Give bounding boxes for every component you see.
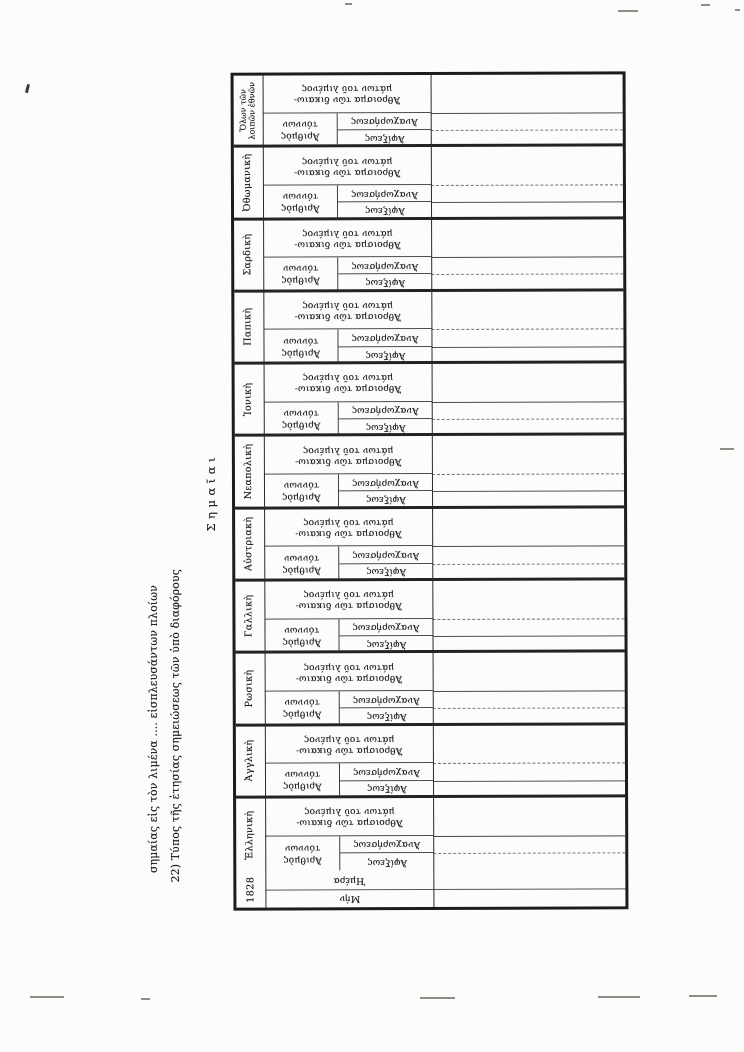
arrival-header-cell	[340, 853, 433, 871]
table-title	[198, 435, 224, 550]
tons-number-label: Ἀριθμὸς τόννων	[282, 552, 321, 575]
flag-name-label: Ρωσικὴ	[243, 669, 256, 708]
grid-line	[433, 763, 625, 765]
departure-header-cell	[338, 112, 431, 130]
tons-number-label: Ἀριθμὸς τόννων	[280, 118, 319, 141]
flag-name-cell	[235, 509, 264, 578]
port-dues-total-label: Ἄθροισμα τῶν δικαιω- μάτων τοῦ λιμένος	[293, 83, 400, 105]
departure-label: Ἀναχωρήσεως	[351, 477, 419, 488]
grid-line	[433, 835, 625, 837]
tons-number-header-cell	[264, 402, 339, 434]
grid-line	[431, 329, 623, 331]
tons-number-header-cell	[264, 474, 339, 506]
scan-artifact	[598, 996, 640, 998]
departure-label: Ἀναχωρήσεως	[351, 405, 419, 416]
flag-name-cell	[235, 365, 264, 434]
arrival-header-cell	[340, 781, 433, 796]
grid-line	[433, 708, 625, 710]
arrival-label: Ἀφίξεως	[366, 783, 407, 794]
tons-number-header-cell	[265, 836, 340, 871]
grid-line	[433, 852, 625, 854]
port-dues-total-label: Ἄθροισμα τῶν δικαιω- μάτων τοῦ λιμένος	[295, 589, 402, 611]
departure-label: Ἀναχωρήσεως	[350, 116, 418, 127]
date-header-row	[236, 870, 625, 908]
scan-artifact	[345, 3, 352, 5]
flag-column-block	[236, 653, 625, 727]
figure-caption-text-2: σημαίας εἰς τὸν λιμένα .... εἰσπλευσάντων πλοίων	[146, 585, 160, 873]
flag-column-block	[236, 725, 625, 799]
departure-label: Ἀναχωρήσεως	[352, 622, 420, 633]
flag-name-label: Ὀθωμανικὴ	[242, 153, 254, 212]
scan-artifact	[735, 9, 740, 11]
port-dues-total-label: Ἄθροισμα τῶν δικαιω- μάτων τοῦ λιμένος	[293, 227, 401, 250]
port-dues-total-header-cell	[264, 436, 432, 474]
arrival-header-cell	[340, 636, 433, 651]
port-dues-total-label: Ἄθροισμα τῶν δικαιω- μάτων τοῦ λιμένος	[294, 444, 402, 467]
arrival-label: Ἀφίξεως	[364, 277, 405, 288]
grid-line	[433, 780, 625, 782]
flag-column-block	[235, 580, 624, 654]
arrival-header-cell	[338, 347, 431, 362]
flag-name-cell	[235, 582, 264, 651]
scan-artifact	[720, 448, 734, 450]
arrival-header-cell	[340, 708, 433, 723]
flag-name-label: Παπικὴ	[242, 308, 254, 347]
departure-header-cell	[338, 185, 431, 203]
tons-number-header-cell	[264, 619, 339, 651]
flag-name-label: Ὅλων τῶν λοιπῶν ἐθνῶν	[238, 81, 257, 140]
flag-column-block	[235, 364, 624, 438]
day-cell	[265, 870, 433, 889]
flag-name-label: Νεαπολικὴ	[243, 443, 255, 500]
port-dues-total-header-cell	[263, 220, 431, 258]
flag-name-cell	[234, 76, 263, 145]
flag-column-block	[234, 291, 623, 365]
month-label: Μήν	[339, 893, 360, 904]
port-dues-total-header-cell	[263, 147, 431, 185]
scan-artifact	[30, 996, 64, 998]
tons-number-label: Ἀριθμὸς τόννων	[281, 263, 320, 286]
departure-header-cell	[339, 546, 432, 564]
flag-name-cell	[236, 799, 265, 871]
tons-number-label: Ἀριθμὸς τόννων	[281, 335, 320, 358]
port-dues-total-header-cell	[264, 509, 432, 547]
flag-name-cell	[236, 726, 265, 795]
ships-register-table	[231, 71, 629, 910]
flag-column-block	[234, 147, 623, 221]
grid-line	[431, 256, 623, 258]
port-dues-total-header-cell	[264, 581, 432, 619]
arrival-header-cell	[339, 564, 432, 579]
departure-label: Ἀναχωρήσεως	[353, 839, 421, 850]
scan-artifact	[25, 84, 30, 93]
table-title-text: Σημαῖαι	[204, 453, 218, 532]
port-dues-total-header-cell	[263, 75, 431, 113]
departure-label: Ἀναχωρήσεως	[351, 260, 419, 272]
grid-line	[431, 346, 623, 348]
arrival-label: Ἀφίξεως	[365, 494, 406, 505]
departure-label: Ἀναχωρήσεως	[352, 766, 420, 778]
arrival-header-cell	[338, 202, 431, 217]
port-dues-total-label: Ἄθροισμα τῶν δικαιω- μάτων τοῦ λιμένος	[295, 661, 402, 684]
port-dues-total-label: Ἄθροισμα τῶν δικαιω- μάτων τοῦ λιμένος	[294, 372, 401, 394]
grid-line	[432, 401, 624, 403]
tons-number-header-cell	[264, 547, 339, 579]
port-dues-total-header-cell	[265, 798, 433, 836]
departure-header-cell	[339, 474, 432, 492]
figure-caption-line-2	[143, 562, 165, 896]
arrival-label: Ἀφίξεως	[366, 711, 407, 722]
departure-header-cell	[340, 691, 433, 709]
arrival-header-cell	[338, 274, 431, 289]
tons-number-label: Ἀριθμὸς τόννων	[280, 191, 320, 213]
flag-name-cell	[234, 148, 263, 217]
scan-artifact	[141, 998, 150, 1000]
scan-artifact	[420, 997, 455, 999]
grid-line	[431, 112, 623, 114]
port-dues-total-header-cell	[265, 653, 433, 691]
arrival-label: Ἀφίξεως	[365, 421, 406, 432]
tons-number-label: Ἀριθμὸς τόννων	[281, 480, 321, 503]
arrival-label: Ἀφίξεως	[365, 349, 405, 360]
departure-header-cell	[339, 402, 432, 420]
port-dues-total-label: Ἄθροισμα τῶν δικαιω- μάτων τοῦ λιμένος	[295, 734, 403, 756]
flag-name-label: Γαλλικὴ	[243, 595, 255, 638]
flag-name-cell	[234, 292, 263, 361]
grid-line	[432, 491, 624, 493]
arrival-header-cell	[339, 419, 432, 434]
departure-label: Ἀναχωρήσεως	[352, 550, 420, 561]
grid-line	[432, 618, 624, 620]
flag-name-label: Σαρδικὴ	[242, 233, 254, 276]
tons-number-header-cell	[265, 691, 340, 723]
departure-label: Ἀναχωρήσεως	[350, 188, 418, 199]
arrival-header-cell	[338, 130, 431, 145]
port-dues-total-header-cell	[264, 364, 432, 402]
arrival-label: Ἀφίξεως	[365, 566, 406, 577]
figure-caption-text-1: 22) Τύπος τῆς ἐτησίας σημειώσεως τῶν ὑπὸ διαφόρους	[168, 569, 182, 883]
flag-name-label: Ἑλληνικὴ	[244, 810, 256, 860]
tons-number-label: Ἀριθμὸς τόννων	[282, 624, 321, 647]
grid-line	[433, 690, 625, 692]
tons-number-header-cell	[263, 113, 338, 145]
month-cell	[265, 889, 433, 908]
grid-line	[433, 635, 625, 637]
tons-number-header-cell	[263, 185, 338, 217]
year-label: 1828	[245, 876, 257, 903]
flag-name-cell	[234, 220, 263, 289]
tons-number-header-cell	[265, 764, 340, 796]
flag-column-block	[234, 219, 623, 293]
arrival-header-cell	[339, 491, 432, 506]
grid-line	[431, 129, 623, 131]
flag-name-label: Ἰονικὴ	[242, 382, 255, 417]
port-dues-total-label: Ἄθροισμα τῶν δικαιω- μάτων τοῦ λιμένος	[294, 517, 402, 539]
scan-artifact	[701, 4, 710, 6]
grid-line	[432, 473, 624, 475]
flag-name-label: Ἀγγλικὴ	[244, 740, 256, 782]
grid-line	[431, 202, 623, 204]
port-dues-total-label: Ἄθροισμα τῶν δικαιω- μάτων τοῦ λιμένος	[295, 806, 403, 828]
tons-number-header-cell	[263, 330, 338, 362]
departure-header-cell	[339, 619, 432, 637]
tons-number-header-cell	[263, 257, 338, 289]
departure-header-cell	[338, 257, 431, 275]
flag-column-block	[235, 508, 624, 582]
departure-header-cell	[338, 329, 431, 347]
departure-header-cell	[340, 763, 433, 781]
grid-line	[432, 563, 624, 565]
grid-line	[432, 546, 624, 548]
flag-column-block	[236, 797, 625, 871]
port-dues-total-label: Ἄθροισμα τῶν δικαιω- μάτων τοῦ λιμένος	[293, 155, 401, 177]
departure-header-cell	[340, 835, 433, 853]
year-cell	[236, 871, 265, 908]
arrival-label: Ἀφίξεως	[364, 132, 405, 143]
tons-number-label: Ἀριθμὸς τόννων	[281, 407, 321, 430]
arrival-label: Ἀφίξεως	[366, 857, 407, 868]
flag-column-block	[234, 74, 623, 148]
flag-name-cell	[236, 654, 265, 723]
departure-label: Ἀναχωρήσεως	[352, 694, 420, 705]
grid-line	[432, 418, 624, 420]
scan-artifact	[689, 995, 717, 997]
flag-column-block	[235, 436, 624, 510]
arrival-label: Ἀφίξεως	[364, 204, 405, 216]
port-dues-total-header-cell	[265, 726, 433, 764]
scan-artifact	[618, 10, 638, 12]
tons-number-label: Ἀριθμὸς τόννων	[282, 769, 322, 792]
port-dues-total-label: Ἄθροισμα τῶν δικαιω- μάτων τοῦ λιμένος	[294, 300, 401, 322]
figure-caption-line-1	[165, 556, 187, 896]
tons-number-label: Ἀριθμὸς τόννων	[282, 697, 322, 719]
grid-line	[431, 184, 623, 186]
arrival-label: Ἀφίξεως	[366, 638, 406, 649]
port-dues-total-header-cell	[263, 292, 431, 330]
grid-line	[431, 274, 623, 276]
tons-number-label: Ἀριθμὸς τόννων	[283, 843, 322, 866]
day-label: Ἡμέρα	[333, 875, 366, 886]
flag-name-cell	[235, 437, 264, 506]
departure-label: Ἀναχωρήσεως	[351, 333, 419, 344]
flag-name-label: Αὐστριακὴ	[243, 516, 255, 572]
